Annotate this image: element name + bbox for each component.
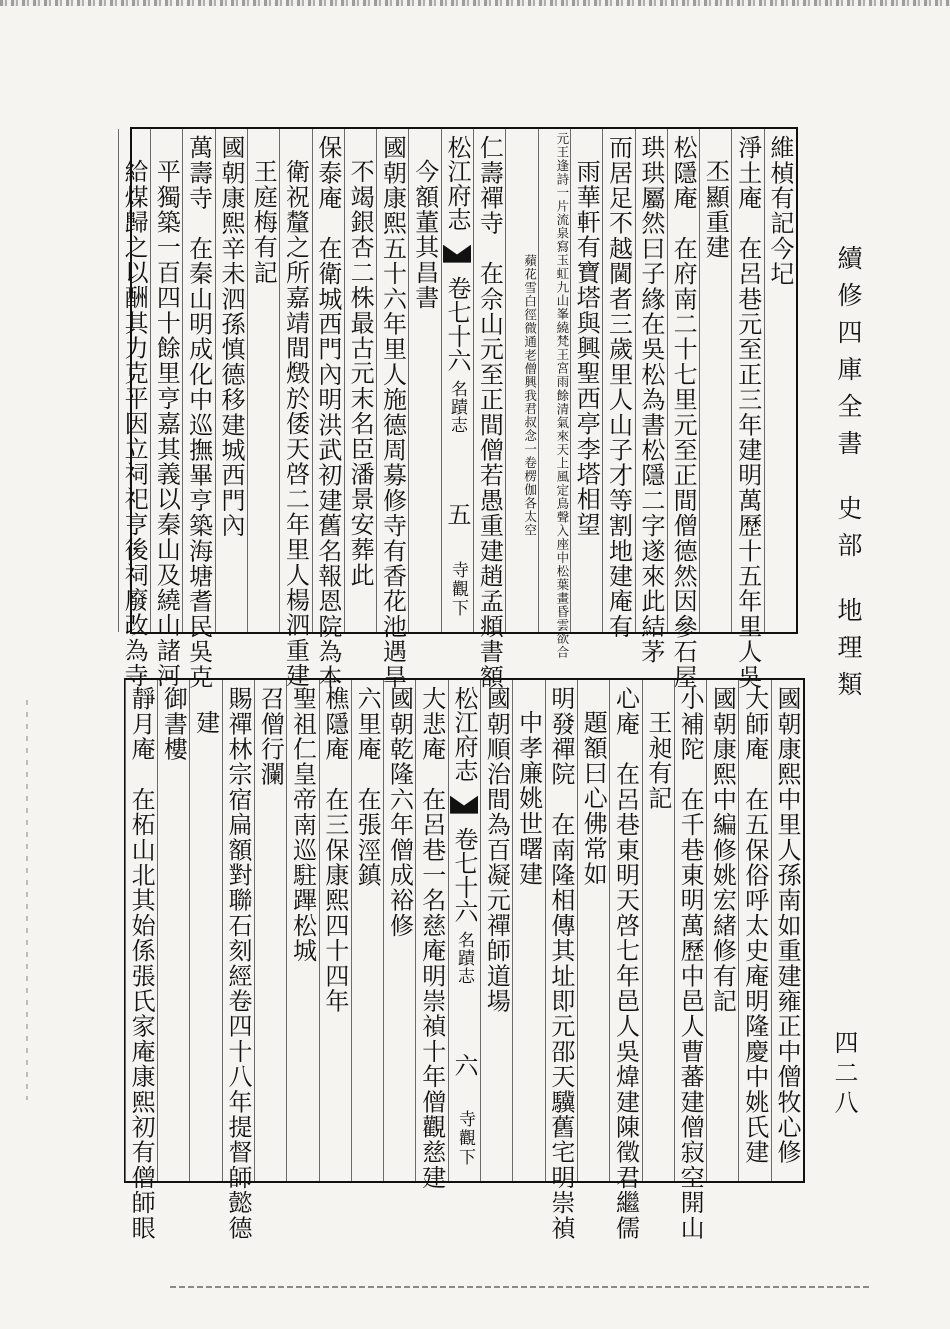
text-column-body: 給煤歸之以酬其力克平因立祠祀亨後祠廢改為寺 (120, 159, 149, 689)
text-column: 維楨有記今圮 (764, 129, 796, 632)
text-column (247, 129, 279, 632)
banxin-leaf: 六 (450, 1052, 479, 1077)
poem-line: 君叔念一卷楞伽各太空 (522, 402, 538, 538)
banxin-side: 寺觀下 (455, 1110, 476, 1167)
bottom-page-panel (124, 678, 805, 1241)
fishtail-mark (450, 796, 478, 814)
text-column (118, 129, 150, 689)
text-column (279, 129, 311, 689)
banxin-center-column (441, 129, 473, 632)
poem-note (505, 129, 537, 632)
running-header (828, 245, 868, 708)
text-column (577, 680, 609, 1181)
text-column: 賜禪林宗宿扁額對聯石刻經卷四十八年提督師懿德 (222, 680, 254, 1181)
text-column: 保泰庵 在衛城西門內明洪武初建舊名報恩院為本 (312, 129, 344, 632)
scan-edge-top (0, 0, 950, 6)
text-column-body: 丕顯重建 (701, 159, 730, 260)
text-column-body: 不竭銀杏二株最古元末名臣潘景安葬此 (346, 159, 375, 588)
banxin-book: 松江府志 (443, 135, 472, 231)
banxin-side: 寺觀下 (448, 561, 469, 618)
banxin-volume: 卷七十六 (450, 827, 479, 924)
banxin-section: 名蹟志 (454, 930, 475, 985)
text-column-body: 建 (191, 710, 220, 736)
text-column: 樵隱庵 在三保康熙四十四年 (319, 680, 351, 1181)
text-column: 淨土庵 在呂巷元至正三年建明萬歷十五年里人吳 (731, 129, 763, 632)
text-column: 大悲庵 在呂巷一名慈庵明崇禎十年僧觀慈建 (415, 680, 447, 1181)
text-column: 聖祖仁皇帝南巡駐蹕松城 (286, 680, 318, 1181)
banxin-section: 名蹟志 (447, 379, 468, 434)
text-column: 國朝康熙中里人孫南如重建雍正中僧牧心修 (771, 680, 803, 1181)
text-column: 松隱庵 在府南二十七里元至正間僧德然因參石屋 (667, 129, 699, 632)
page-number: 四二八 (830, 1030, 858, 1120)
category-label: 地理類 (834, 597, 863, 708)
text-column: 國朝康熙中編修姚宏緒修有記 (706, 680, 738, 1181)
text-column (189, 680, 221, 1181)
text-column: 靜月庵 在柘山北其始係張氏家庵康熙初有僧師眼 (125, 680, 157, 1181)
text-column (570, 129, 602, 632)
text-column: 國朝康熙辛未泗孫慎德移建城西門內 (215, 129, 247, 632)
top-page-columns (118, 129, 796, 690)
text-column-body: 王庭梅有記 (249, 159, 278, 285)
text-column: 心庵 在呂巷東明天啓七年邑人吳煒建陳徵君繼儒 (609, 680, 641, 1181)
text-column: 仁壽禪寺 在佘山元至正間僧若愚重建趙孟頫書額 (473, 129, 505, 632)
poem-line: 蘋花雪白徑微通老僧興我 (522, 253, 538, 403)
text-column (150, 129, 182, 689)
poem-line: 餘清氣來天上風定鳥聲入座中松葉畫昏雲欲合 (554, 388, 570, 659)
text-column (408, 129, 440, 632)
banxin-center-column (448, 680, 480, 1181)
text-column-body: 衛祝釐之所嘉靖間燬於倭天啓二年里人楊泗重建 (281, 159, 310, 689)
text-column: 大師庵 在五保俗呼太史庵明隆慶中姚氏建 (738, 680, 770, 1181)
top-page-panel (120, 127, 798, 690)
text-column: 小補陀 在千巷東明萬歷中邑人曹蕃建僧寂空開山 (674, 680, 706, 1181)
text-column: 萬壽寺 在秦山明成化中巡撫畢亨築海塘耆民吳克 (182, 129, 214, 632)
text-column: 明發禪院 在南隆相傳其址即元邵天驥舊宅明崇禎 (545, 680, 577, 1181)
text-column (642, 680, 674, 1181)
text-column: 珙珙屬然曰子緣在吳松為書松隱二字遂來此結茅 (635, 129, 667, 632)
text-column (699, 129, 731, 632)
collection-title: 續修四庫全書 (834, 245, 863, 467)
text-column: 六里庵 在張涇鎮 (351, 680, 383, 1181)
poem-note (538, 129, 570, 659)
text-column: 國朝康熙五十六年里人施德周募修寺有香花池遇旱 (376, 129, 408, 632)
text-column-body: 題額曰心佛常如 (579, 710, 608, 887)
text-column (512, 680, 544, 1181)
fishtail-mark (443, 245, 471, 263)
scan-edge-left (26, 700, 28, 1100)
banxin-leaf: 五 (443, 501, 472, 526)
text-column-body: 中孝廉姚世曙建 (514, 710, 543, 887)
division-label: 史部 (834, 495, 863, 569)
bottom-page-columns (125, 680, 803, 1241)
text-column-body: 雨華軒有寶塔與興聖西亭李塔相望 (572, 159, 601, 537)
text-column (344, 129, 376, 632)
text-column: 國朝順治間為百凝元禪師道場 (480, 680, 512, 1181)
text-column-body: 王昶有記 (643, 710, 672, 811)
text-column: 國朝乾隆六年僧成裕修 (383, 680, 415, 1181)
poem-line: 元王逢詩一片流泉寫玉虹九山峯繞梵王宮雨 (554, 132, 570, 389)
banxin-volume: 卷七十六 (443, 276, 472, 373)
text-column: 召僧行瀾 (254, 680, 286, 1181)
scan-edge-bottom (170, 1286, 870, 1288)
text-column: 御書樓 (157, 680, 189, 1181)
text-column-body: 今額董其昌書 (410, 159, 439, 311)
text-column: 而居足不越閫者三歲里人山子才等割地建庵有 (602, 129, 634, 632)
text-column-body: 平獨築一百四十餘里亨嘉其義以秦山及繞山諸河 (152, 159, 181, 689)
banxin-book: 松江府志 (450, 686, 479, 782)
